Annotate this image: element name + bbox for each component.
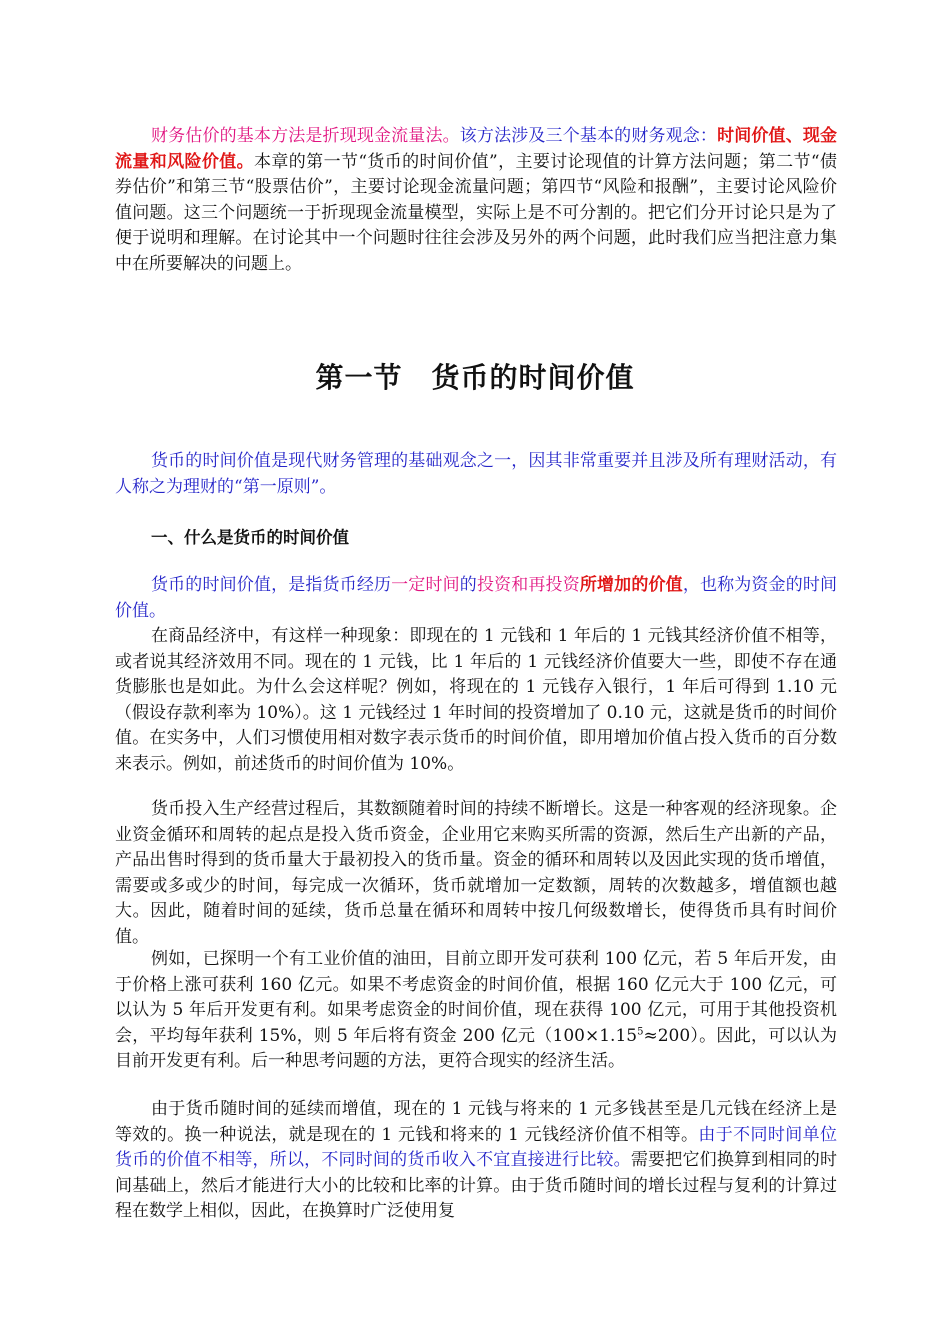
body-paragraph-4-text-c: 需要把它们换算到相同的时间基础上，然后才能进行大小的比较和比率的计算。由于货币随时间的增长过程与复利的计算过程在数学上相似，因此，在换算时广泛使用复 [115, 1150, 838, 1222]
intro-key-concepts: 时间价值、现金流量和风险价值。 [115, 126, 838, 172]
body-paragraph-4-text-a: 由于货币随时间的延续而增值，现在的 1 元钱与将来的 1 元多钱甚至是几元钱在经济上是等效的。换一种说法，就是现在的 1 元钱和将来的 1 元钱经济价值不相等。 [115, 1099, 837, 1145]
body-paragraph-3-text-a: 例如，已探明一个有工业价值的油田，目前立即开发可获利 100 亿元，若 5 年后开发，由于价格上涨可获利 160 亿元。如果不考虑资金的时间价值，根据 160 亿元大于 100 亿元，可以认为 5 年后开发更有利。如果考虑资金的时间价值，现在获得 100 亿元，可用于其他投资机会，平均每年获利 15%，则 5 年后将有资金 200 亿元（100×1.15 [115, 949, 837, 1046]
body-paragraph-3 [115, 947, 837, 1075]
definition-part-investment: 投资和再投资 [476, 575, 580, 595]
body-paragraph-2: 货币投入生产经营过程后，其数额随着时间的持续不断增长。这是一种客观的经济现象。企业资金循环和周转的起点是投入货币资金，企业用它来购买所需的资源，然后生产出新的产品，产品出售时得到的货币量大于最初投入的货币量。资金的循环和周转以及因此实现的货币增值，需要或多或少的时间，每完成一次循环，货币就增加一定数额，周转的次数越多，增值额也越大。因此，随着时间的延续，货币总量在循环和周转中按几何级数增长，使得货币具有时间价值。 [115, 799, 837, 947]
body-paragraph-4-highlight: 由于不同时间单位货币的价值不相等，所以，不同时间的货币收入不宜直接进行比较。 [115, 1124, 837, 1171]
body-paragraph-3-text-b: ≈200）。因此，可以认为目前开发更有利。后一种思考问题的方法，更符合现实的经济生活。 [115, 1025, 837, 1072]
section-intro-paragraph: 货币的时间价值是现代财务管理的基础观念之一，因其非常重要并且涉及所有理财活动，有人称之为理财的“第一原则”。 [115, 451, 837, 497]
section-title: 第一节 货币的时间价值 [315, 361, 635, 394]
definition-paragraph [115, 573, 837, 624]
definition-part-a: 货币的时间价值，是指货币经历 [151, 575, 392, 595]
body-paragraph-4 [115, 1097, 837, 1225]
intro-sentence-concepts: 该方法涉及三个基本的财务观念： [459, 126, 718, 146]
definition-part-c: 的 [459, 575, 477, 595]
definition-part-f: ，也称为资金的时间价值。 [115, 575, 838, 621]
intro-sentence-overview: 本章的第一节“货币的时间价值”，主要讨论现值的计算方法问题；第二节“债券估价”和第三节“股票估价”，主要讨论现金流量问题；第四节“风险和报酬”，主要讨论风险价值问题。这三个问题统一于折现现金流量模型，实际上是不可分割的。把它们分开讨论只是为了便于说明和理解。在讨论其中一个问题时往往会涉及另外的两个问题，此时我们应当把注意力集中在所要解决的问题上。 [115, 151, 838, 274]
body-paragraph-1: 在商品经济中，有这样一种现象：即现在的 1 元钱和 1 年后的 1 元钱其经济价值不相等，或者说其经济效用不同。现在的 1 元钱，比 1 年后的 1 元钱经济价值要大一些，即使不存在通货膨胀也是如此。为什么会这样呢？例如，将现在的 1 元钱存入银行，1 年后可得到 1.10 元（假设存款利率为 10%）。这 1 元钱经过 1 年时间的投资增加了 0.10 元，这就是货币的时间价值。在实务中，人们习惯使用相对数字表示货币的时间价值，即用增加价值占投入货币的百分数来表示。例如，前述货币的时间价值为 10%。 [115, 626, 837, 774]
intro-paragraph [115, 124, 837, 278]
exponent: 5 [637, 1026, 644, 1038]
subheading: 一、什么是货币的时间价值 [151, 528, 349, 547]
definition-part-time: 一定时间 [391, 575, 460, 595]
definition-part-added-value: 所增加的价值 [579, 575, 683, 595]
intro-sentence-method: 财务估价的基本方法是折现现金流量法。 [151, 126, 460, 146]
